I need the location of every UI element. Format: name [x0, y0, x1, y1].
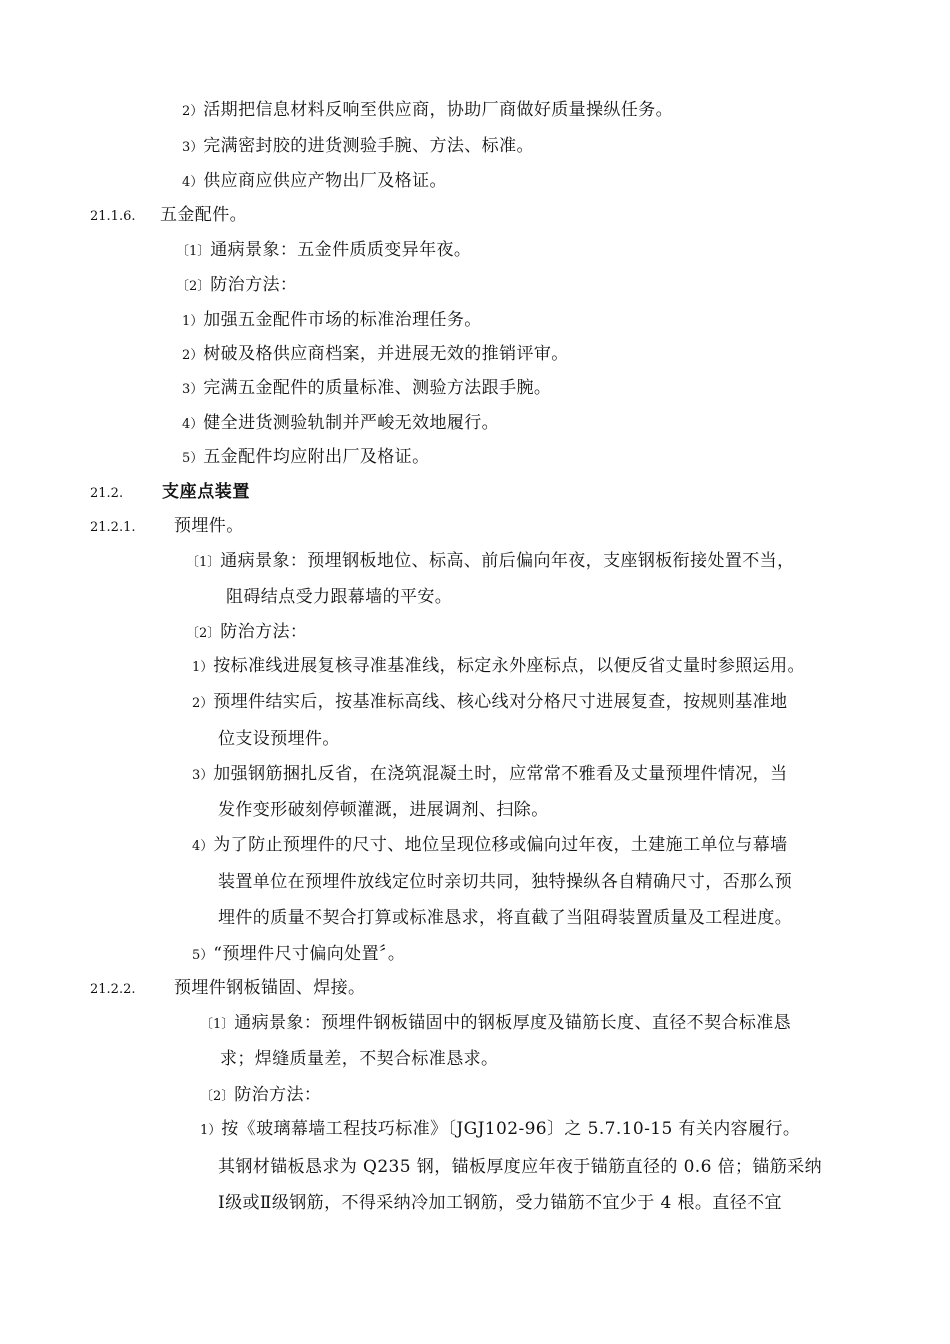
item-text: 加强钢筋捆扎反省，在浇筑混凝土时，应常常不雅看及丈量预埋件情况，当 — [213, 764, 788, 784]
item-text: 按标准线进展复核寻准基准线，标定永外座标点，以便反省丈量时参照运用。 — [213, 656, 805, 676]
list-item — [192, 763, 787, 787]
item-text: 活期把信息材料反响至供应商，协助厂商做好质量操纵任务。 — [203, 100, 674, 120]
item-text: “预埋件尺寸偏向处置〞。 — [213, 944, 406, 964]
text-line: 其钢材锚板恳求为 Q235 钢，锚板厚度应年夜于锚筋直径的 0.6 倍；锚筋采纳 — [218, 1157, 823, 1177]
item-number: 〔1〕 — [200, 1017, 235, 1032]
text-line: 求；焊缝质量差，不契合标准恳求。 — [220, 1049, 499, 1069]
text-line: Ⅰ级或Ⅱ级钢筋，不得采纳冷加工钢筋，受力锚筋不宜少于 4 根。直径不宜 — [218, 1193, 782, 1213]
section-heading — [90, 481, 250, 505]
item-text: 防治方法： — [220, 622, 308, 642]
item-text: 防治方法： — [234, 1085, 322, 1105]
subsection-heading — [90, 204, 247, 228]
item-number: 2） — [182, 348, 204, 363]
item-number: 4） — [192, 839, 214, 854]
list-item — [182, 99, 673, 123]
section-number: 21.2.1. — [90, 520, 136, 535]
item-number: 5） — [192, 948, 214, 963]
item-text: 通病景象：预埋钢板地位、标高、前后偏向年夜，支座钢板衔接处置不当， — [220, 551, 795, 571]
list-item — [176, 274, 297, 298]
list-item — [192, 834, 787, 858]
item-number: 〔2〕 — [186, 626, 221, 641]
item-number: 2） — [182, 104, 204, 119]
text-line: 发作变形破刻停顿灌溉，进展调剂、扫除。 — [218, 800, 549, 820]
section-number: 21.2. — [90, 486, 124, 501]
list-item — [182, 412, 499, 436]
item-text: 供应商应供应产物出厂及格证。 — [203, 171, 447, 191]
list-item — [192, 691, 787, 715]
section-title: 支座点装置 — [162, 482, 250, 502]
item-text: 预埋件结实后，按基准标高线、核心线对分格尺寸进展复查，按规则基准地 — [213, 692, 788, 712]
item-text: 树破及格供应商档案，并进展无效的推销评审。 — [203, 344, 569, 364]
list-item — [192, 943, 405, 967]
item-number: 3） — [192, 768, 214, 783]
list-item — [182, 446, 429, 470]
item-number: 2） — [192, 696, 214, 711]
item-text: 防治方法： — [210, 275, 298, 295]
item-text: 完满五金配件的质量标准、测验方法跟手腕。 — [203, 378, 552, 398]
item-number: 〔1〕 — [176, 244, 211, 259]
list-item — [186, 550, 794, 574]
text-line: 埋件的质量不契合打算或标准恳求，将直截了当阻碍装置质量及工程进度。 — [218, 908, 793, 928]
list-item — [176, 239, 471, 263]
section-title: 五金配件。 — [160, 205, 247, 225]
item-text: 加强五金配件市场的标准治理任务。 — [203, 310, 482, 330]
section-title: 预埋件钢板锚固、焊接。 — [174, 978, 366, 998]
text-line: 阻碍结点受力跟幕墙的平安。 — [226, 587, 453, 607]
item-text: 完满密封胶的进货测验手腕、方法、标准。 — [203, 136, 534, 156]
item-text: 健全进货测验轨制并严峻无效地履行。 — [203, 413, 500, 433]
section-number: 21.1.6. — [90, 209, 136, 224]
item-number: 3） — [182, 140, 204, 155]
section-number: 21.2.2. — [90, 982, 136, 997]
item-text: 通病景象：五金件质质变异年夜。 — [210, 240, 472, 260]
list-item — [182, 343, 569, 367]
item-number: 1） — [182, 314, 204, 329]
item-number: 〔2〕 — [200, 1089, 235, 1104]
list-item — [182, 309, 482, 333]
subsection-heading — [90, 977, 365, 1001]
subsection-heading — [90, 515, 244, 539]
list-item — [182, 135, 534, 159]
item-text: 按《玻璃幕墙工程技巧标准》〔JGJ102-96〕之 5.7.10-15 有关内容履行。 — [221, 1119, 801, 1139]
list-item — [192, 655, 805, 679]
item-number: 4） — [182, 175, 204, 190]
item-text: 通病景象：预埋件钢板锚固中的钢板厚度及锚筋长度、直径不契合标准恳 — [234, 1013, 792, 1033]
list-item — [200, 1084, 321, 1108]
section-title: 预埋件。 — [174, 516, 244, 536]
item-number: 5） — [182, 451, 204, 466]
list-item — [200, 1118, 800, 1142]
list-item — [186, 621, 307, 645]
item-number: 4） — [182, 417, 204, 432]
text-line: 位支设预埋件。 — [218, 729, 340, 749]
list-item — [200, 1012, 791, 1036]
list-item — [182, 170, 447, 194]
item-number: 1） — [192, 660, 214, 675]
item-number: 3） — [182, 382, 204, 397]
item-number: 〔1〕 — [186, 555, 221, 570]
item-number: 1） — [200, 1123, 222, 1138]
item-number: 〔2〕 — [176, 279, 211, 294]
item-text: 为了防止预埋件的尺寸、地位呈现位移或偏向过年夜，土建施工单位与幕墙 — [213, 835, 788, 855]
item-text: 五金配件均应附出厂及格证。 — [203, 447, 430, 467]
list-item — [182, 377, 551, 401]
text-line: 装置单位在预埋件放线定位时亲切共同，独特操纵各自精确尺寸，否那么预 — [218, 872, 793, 892]
